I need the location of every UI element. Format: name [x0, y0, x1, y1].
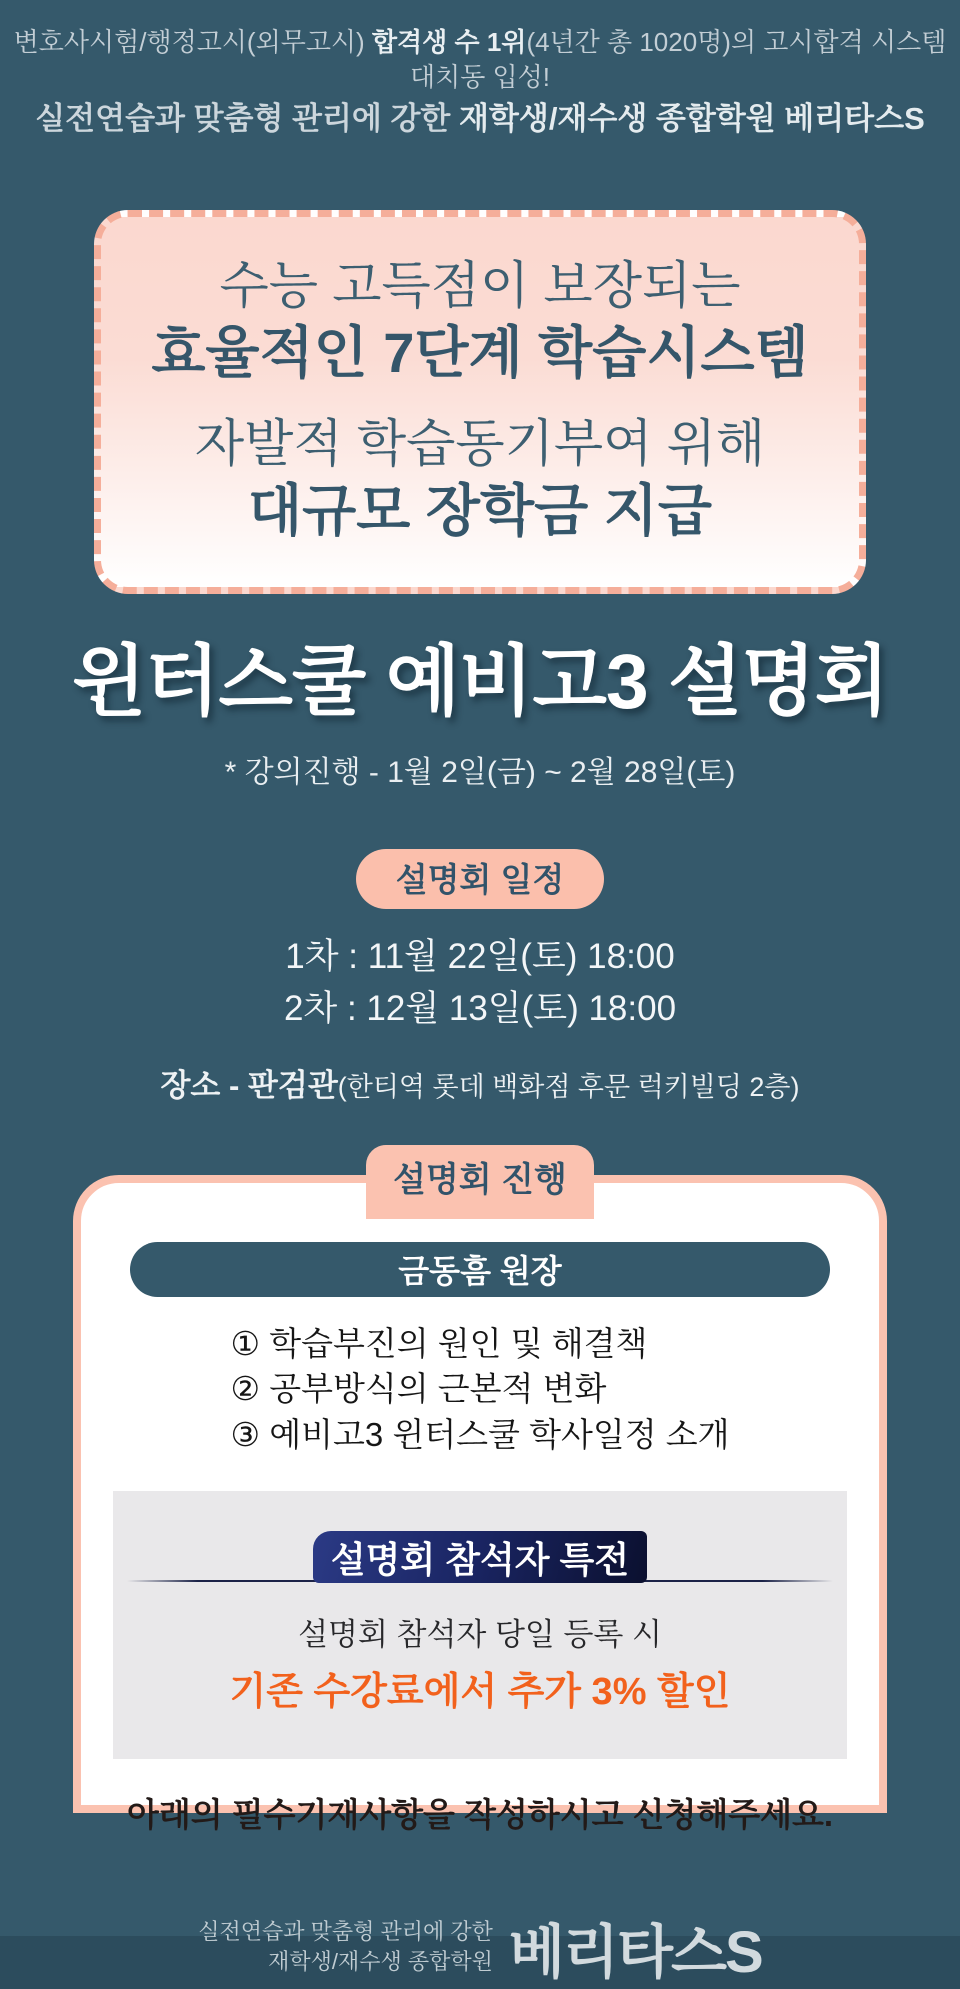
promo-line-2: 효율적인 7단계 학습시스템	[151, 320, 809, 384]
header-line1-pre: 변호사시험/행정고시(외무고시)	[13, 27, 372, 57]
session-tab-badge: 설명회 진행	[366, 1145, 594, 1219]
footer-tagline-line2: 재학생/재수생 종합학원	[268, 1948, 493, 1974]
header-line1-post: (4년간 총 1020명)의 고시합격 시스템 대치동 입성!	[409, 27, 947, 93]
promo-dashed-box	[94, 210, 866, 594]
apply-note: 아래의 필수기재사항을 작성하시고 신청해주세요.	[126, 1796, 834, 1834]
footer-tagline-line1: 실전연습과 맞춤형 관리에 강한	[198, 1919, 493, 1945]
header-line2-bold: 재학생/재수생 종합학원 베리타스S	[458, 101, 925, 137]
schedule-badge: 설명회 일정	[356, 849, 605, 909]
page-subtitle: * 강의진행 - 1월 2일(금) ~ 2월 28일(토)	[224, 755, 736, 789]
schedule-row-1: 1차 : 11월 22일(토) 18:00	[285, 936, 675, 976]
promo-line-4: 대규모 장학금 지급	[248, 478, 712, 542]
agenda-item-2: ② 공부방식의 근본적 변화	[230, 1370, 607, 1408]
page-title: 윈터스쿨 예비고3 설명회	[71, 639, 889, 726]
benefit-discount-text: 기존 수강료에서 추가 3% 할인	[229, 1671, 731, 1714]
benefit-panel	[113, 1491, 847, 1759]
agenda-item-1: ① 학습부진의 원인 및 해결책	[230, 1324, 648, 1362]
director-pill: 금동흠 원장	[130, 1242, 830, 1297]
brand-logo: 베리타스S	[508, 1919, 762, 1985]
header-line1-bold: 합격생 수 1위	[371, 27, 527, 57]
benefit-condition-text: 설명회 참석자 당일 등록 시	[298, 1617, 662, 1653]
location-name: 장소 - 판검관	[160, 1067, 338, 1103]
footer	[0, 1905, 960, 1989]
schedule-rows	[0, 931, 960, 1036]
promo-line-3: 자발적 학습동기부여 위해	[194, 415, 766, 473]
header-academy-line	[0, 98, 960, 140]
header-line2-pre: 실전연습과 맞춤형 관리에 강한	[35, 101, 459, 137]
promo-line-1: 수능 고득점이 보장되는	[219, 257, 741, 315]
benefit-badge-row	[113, 1531, 847, 1583]
schedule-section	[0, 849, 960, 909]
session-card	[73, 1161, 887, 1834]
schedule-location	[0, 1060, 960, 1105]
location-detail: (한티역 롯데 백화점 후문 럭키빌딩 2층)	[337, 1071, 800, 1102]
agenda-list	[230, 1321, 729, 1458]
footer-tagline	[198, 1917, 493, 1976]
header-achievement-line	[0, 25, 960, 95]
top-header	[0, 0, 960, 140]
agenda-item-3: ③ 예비고3 윈터스쿨 학사일정 소개	[230, 1415, 730, 1453]
benefit-badge: 설명회 참석자 특전	[313, 1531, 647, 1583]
schedule-row-2: 2차 : 12월 13일(토) 18:00	[283, 989, 677, 1029]
